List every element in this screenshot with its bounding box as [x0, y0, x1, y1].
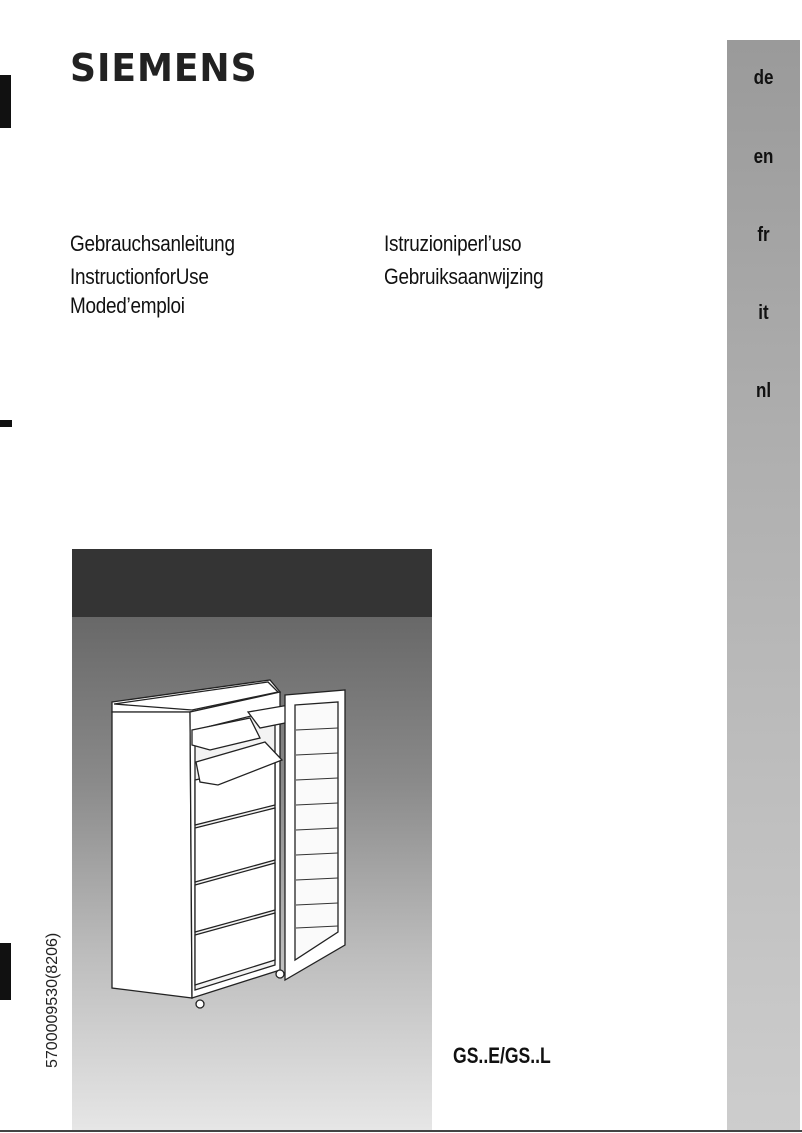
document-number: 5700009530(8206) [44, 932, 61, 1068]
model-number: GS..E/GS..L [453, 1043, 551, 1068]
title-nl: Gebruiksaanwijzing [384, 264, 544, 289]
title-fr: Moded’emploi [70, 293, 185, 318]
bottom-rule [0, 1130, 802, 1132]
registration-mark [0, 943, 11, 1000]
panel-header-band [72, 549, 432, 617]
language-tab-it[interactable]: it [758, 302, 769, 324]
title-de: Gebrauchsanleitung [70, 231, 235, 256]
freezer-illustration [100, 670, 420, 1040]
language-tab-en[interactable]: en [753, 146, 774, 168]
language-tab-fr[interactable]: fr [757, 224, 770, 246]
brand-logo: SIEMENS [70, 46, 258, 90]
title-en: InstructionforUse [70, 264, 209, 289]
registration-mark [0, 420, 12, 427]
language-tab-nl[interactable]: nl [755, 380, 772, 402]
language-tab-de[interactable]: de [753, 67, 774, 89]
registration-mark [0, 75, 11, 128]
language-sidebar [727, 40, 800, 1130]
title-it: Istruzioniperl’uso [384, 231, 522, 256]
